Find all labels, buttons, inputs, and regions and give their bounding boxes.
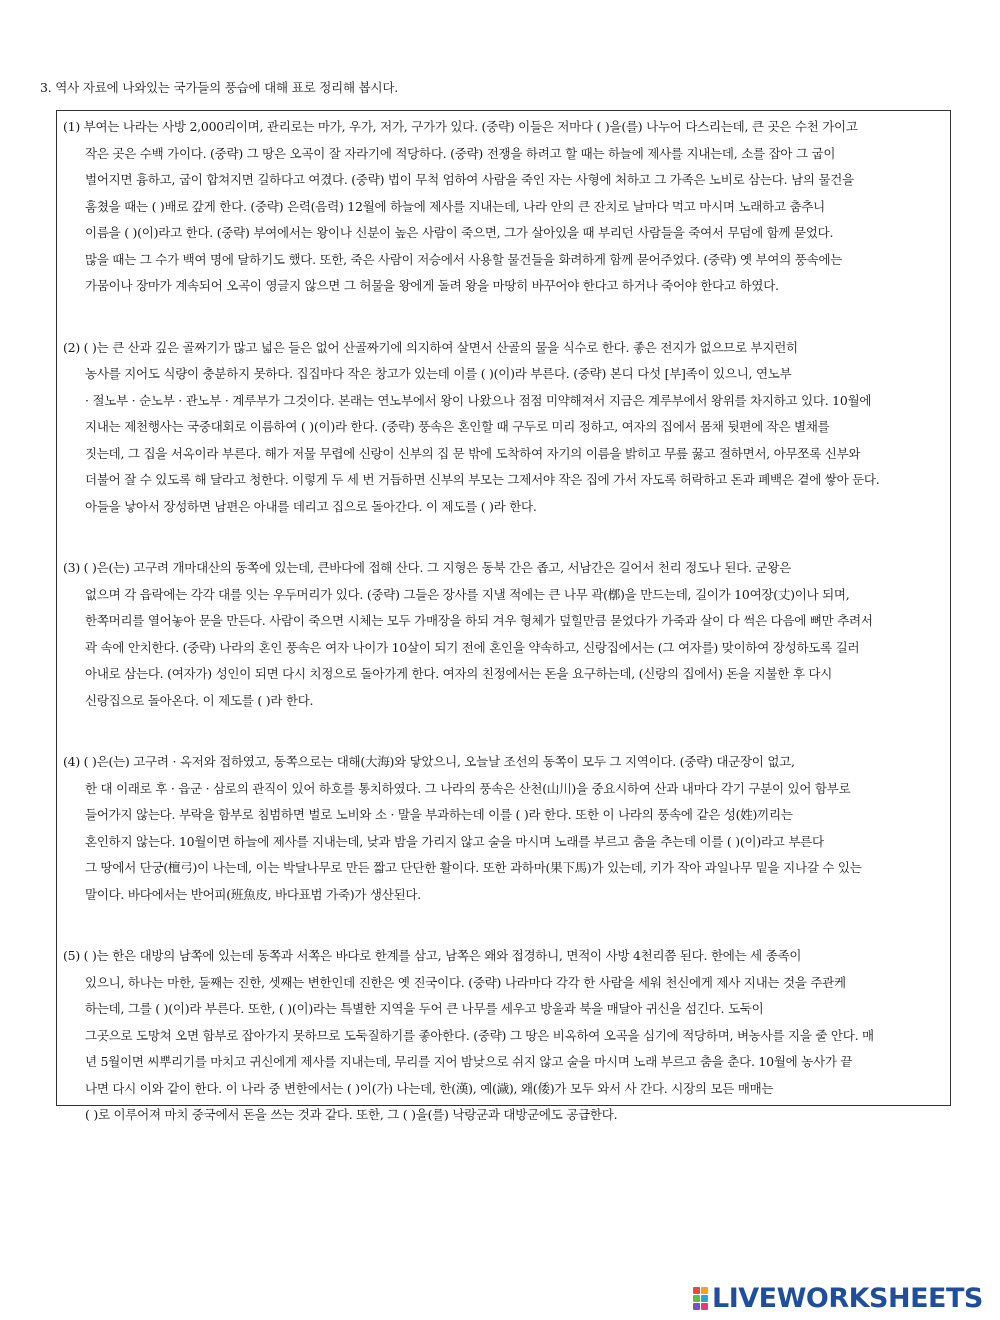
logo-mark-square — [693, 1287, 700, 1294]
passage-item-1 — [63, 114, 944, 300]
passage-line: 그 땅에서 단궁(檀弓)이 나는데, 이는 박달나무로 만든 짧고 단단한 활이다. 또한 과하마(果下馬)가 있는데, 키가 작아 과일나무 밑을 지나갈 수 있는 — [85, 860, 862, 875]
passage-line: 농사를 지어도 식량이 충분하지 못하다. 집집마다 작은 창고가 있는데 이를 ( )(이)라 부른다. (중략) 본디 다섯 [부]족이 있으니, 연노부 — [85, 366, 792, 381]
passage-line: 이름을 ( )(이)라고 한다. (중략) 부여에서는 왕이나 신분이 높은 사람이 죽으면, 그가 살아있을 때 부리던 사람들을 죽여서 무덤에 함께 묻었다. — [85, 225, 834, 240]
passage-item-4 — [63, 749, 944, 908]
liveworksheets-logo — [693, 1283, 983, 1314]
passage-line: 그곳으로 도망쳐 오면 함부로 잡아가지 못하므로 도둑질하기를 좋아한다. (중략) 그 땅은 비옥하여 오곡을 심기에 적당하며, 벼농사를 지을 줄 안다. 매 — [85, 1027, 874, 1043]
logo-mark-square — [701, 1287, 708, 1294]
passage-line: ( )로 이루어져 마치 중국에서 돈을 쓰는 것과 같다. 또한, 그 ( )을(를) 낙랑군과 대방군에도 공급한다. — [85, 1107, 618, 1122]
item-gap — [63, 908, 944, 943]
passage-line: 지내는 제천행사는 국중대회로 이름하여 ( )(이)라 한다. (중략) 풍속은 혼인할 때 구두로 미리 정하고, 여자의 집에서 몸채 뒷편에 작은 별채를 — [85, 419, 830, 434]
passage-item-5 — [63, 943, 944, 1129]
passage-line: 신랑집으로 돌아온다. 이 제도를 ( )라 한다. — [85, 692, 314, 708]
passage-line: (1) 부여는 나라는 사방 2,000리이며, 관리로는 마가, 우가, 저가, 구가가 있다. (중략) 이들은 저마다 ( )을(를) 나누어 다스리는데, 큰 곳은 수천 가이고 — [63, 119, 858, 134]
passage-line: 가뭄이나 장마가 계속되어 오곡이 영글지 않으면 그 허물을 왕에게 돌려 왕을 마땅히 바꾸어야 한다고 하거나 죽어야 한다고 하였다. — [85, 278, 779, 293]
item-gap — [63, 300, 944, 335]
passage-line: (4) ( )은(는) 고구려 · 옥저와 접하였고, 동쪽으로는 대해(大海)와 닿았으니, 오늘날 조선의 동쪽이 모두 그 지역이다. (중략) 대군장이 없고, — [63, 754, 795, 769]
logo-mark-square — [693, 1295, 700, 1302]
passage-line: 말이다. 바다에서는 반어피(班魚皮, 바다표범 가죽)가 생산된다. — [85, 886, 421, 902]
reading-passage-box — [56, 110, 951, 1122]
passage-line: (3) ( )은(는) 고구려 개마대산의 동쪽에 있는데, 큰바다에 접해 산다. 그 지형은 동북 간은 좁고, 서남간은 길어서 천리 정도나 된다. 군왕은 — [63, 560, 791, 575]
passage-line: 하는데, 그를 ( )(이)라 부른다. 또한, ( )(이)라는 특별한 지역을 두어 큰 나무를 세우고 방울과 북을 매달아 귀신을 섬긴다. 도둑이 — [85, 1001, 764, 1016]
passage-line: 한 대 이래로 후 · 읍군 · 삼로의 관직이 있어 하호를 통치하였다. 그 나라의 풍속은 산천(山川)을 중요시하여 산과 내마다 각기 구분이 있어 함부로 — [85, 780, 851, 796]
passage-line: (2) ( )는 큰 산과 깊은 골짜기가 많고 넓은 들은 없어 산골짜기에 의지하여 살면서 산골의 물을 식수로 한다. 좋은 전지가 없으므로 부지런히 — [63, 339, 798, 355]
passage-line: 작은 곳은 수백 가이다. (중략) 그 땅은 오곡이 잘 자라기에 적당하다. (중략) 전쟁을 하려고 할 때는 하늘에 제사를 지내는데, 소를 잡아 그 굽이 — [85, 145, 836, 161]
passage-item-2 — [63, 335, 944, 521]
passage-line: 곽 속에 안치한다. (중략) 나라의 혼인 풍속은 여자 나이가 10살이 되기 전에 혼인을 약속하고, 신랑집에서는 (그 여자를) 맞이하여 장성하도록 길러 — [85, 639, 860, 655]
question-heading: 3. 역사 자료에 나와있는 국가들의 풍습에 대해 표로 정리해 봅시다. — [40, 80, 399, 95]
passage-items — [63, 114, 944, 1129]
passage-line: 년 5월이면 씨뿌리기를 마치고 귀신에게 제사를 지내는데, 무리를 지어 밤낮으로 쉬지 않고 술을 마시며 노래 부르고 춤을 춘다. 10월에 농사가 끝 — [85, 1054, 853, 1069]
passage-line: 있으니, 하나는 마한, 둘째는 진한, 셋째는 변한인데 진한은 옛 진국이다. (중략) 나라마다 각각 한 사람을 세워 천신에게 제사 지내는 것을 주관케 — [85, 974, 846, 990]
passage-item-3 — [63, 555, 944, 714]
passage-line: 짓는데, 그 집을 서옥이라 부른다. 해가 저물 무렵에 신랑이 신부의 집 문 밖에 도착하여 자기의 이름을 밝히고 무릎 꿇고 절하면서, 아무쪼록 신부와 — [85, 445, 861, 461]
passage-line: 아들을 낳아서 장성하면 남편은 아내를 데리고 집으로 돌아간다. 이 제도를 ( )라 한다. — [85, 498, 537, 514]
logo-mark-square — [693, 1303, 700, 1310]
logo-mark-square — [701, 1303, 708, 1310]
passage-line: 나면 다시 이와 같이 한다. 이 나라 중 변한에서는 ( )이(가) 나는데, 한(漢), 예(濊), 왜(倭)가 모두 와서 사 간다. 시장의 모든 매매는 — [85, 1080, 774, 1096]
passage-line: 아내로 삼는다. (여자가) 성인이 되면 다시 치정으로 돌아가게 한다. 여자의 친정에서는 돈을 요구하는데, (신랑의 집에서) 돈을 지불한 후 다시 — [85, 666, 833, 681]
logo-text: LIVEWORKSHEETS — [712, 1283, 983, 1314]
logo-mark-icon — [693, 1287, 708, 1310]
passage-line: 한쪽머리를 열어놓아 문을 만든다. 사람이 죽으면 시체는 모두 가매장을 하되 겨우 형체가 덮힐만큼 묻었다가 가죽과 살이 다 썩은 다음에 뼈만 추려서 — [85, 613, 873, 628]
passage-line: 들어가지 않는다. 부락을 함부로 침범하면 벌로 노비와 소 · 말을 부과하는데 이를 ( )라 한다. 또한 이 나라의 풍속에 같은 성(姓)끼리는 — [85, 807, 793, 822]
passage-line: 벌어지면 흉하고, 굽이 합쳐지면 길하다고 여겼다. (중략) 법이 무척 엄하여 사람을 죽인 자는 사형에 처하고 그 가족은 노비로 삼는다. 남의 물건을 — [85, 172, 854, 187]
passage-line: 많을 때는 그 수가 백여 명에 달하기도 했다. 또한, 죽은 사람이 저승에서 사용할 물건들을 화려하게 함께 묻어주었다. (중략) 옛 부여의 풍속에는 — [85, 251, 843, 267]
passage-line: 없으며 각 읍락에는 각각 대를 잇는 우두머리가 있다. (중략) 그들은 장사를 지낼 적에는 큰 나무 곽(槨)을 만드는데, 길이가 10여장(丈)이나 되며, — [85, 586, 850, 602]
passage-line: (5) ( )는 한은 대방의 남쪽에 있는데 동쪽과 서쪽은 바다로 한계를 삼고, 남쪽은 왜와 접경하니, 면적이 사방 4천리쯤 된다. 한에는 세 종족이 — [63, 948, 802, 963]
passage-line: 혼인하지 않는다. 10월이면 하늘에 제사를 지내는데, 낮과 밤을 가리지 않고 술을 마시며 노래를 부르고 춤을 추는데 이를 ( )(이)라고 부른다 — [85, 833, 824, 849]
logo-mark-square — [701, 1295, 708, 1302]
item-gap — [63, 714, 944, 749]
passage-line: 더불어 잘 수 있도록 해 달라고 청한다. 이렇게 두 세 번 거듭하면 신부의 부모는 그제서야 작은 집에 가서 자도록 허락하고 돈과 폐백은 곁에 쌓아 둔다. — [85, 472, 880, 487]
passage-line: 훔쳤을 때는 ( )배로 갚게 한다. (중략) 은력(음력) 12월에 하늘에 제사를 지내는데, 나라 안의 큰 잔치로 날마다 먹고 마시며 노래하고 춤추니 — [85, 198, 825, 214]
passage-line: · 절노부 · 순노부 · 관노부 · 계루부가 그것이다. 본래는 연노부에서 왕이 나왔으나 점점 미약해져서 지금은 계루부에서 왕위를 차지하고 있다. 10월에 — [85, 392, 872, 408]
item-gap — [63, 520, 944, 555]
